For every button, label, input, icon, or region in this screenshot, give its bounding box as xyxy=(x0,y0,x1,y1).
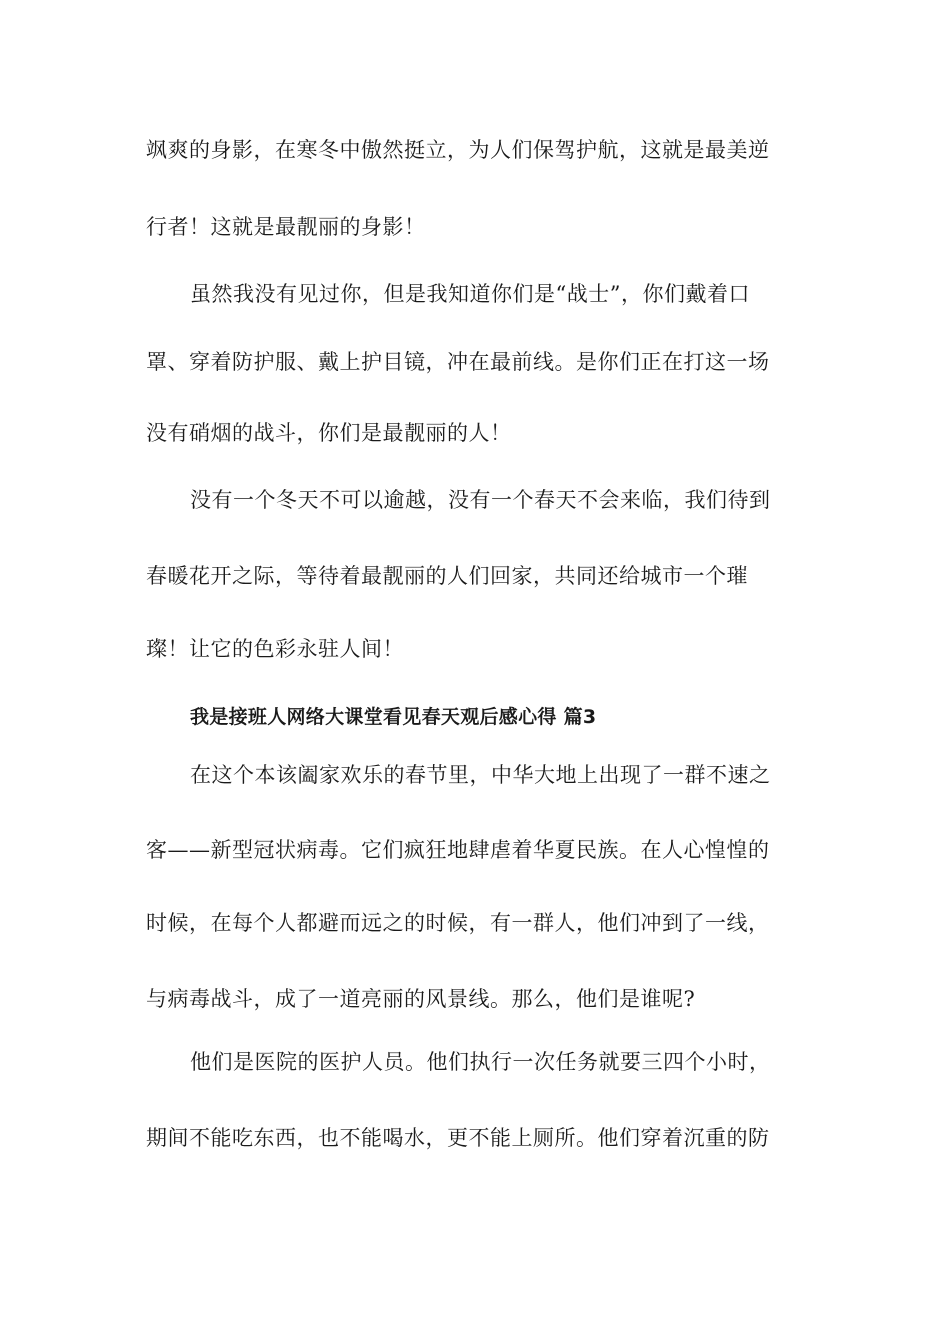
paragraph-3-line-1: 没有一个冬天不可以逾越，没有一个春天不会来临，我们待到 xyxy=(190,488,771,512)
section-heading: 我是接班人网络大课堂看见春天观后感心得 篇3 xyxy=(190,706,597,728)
section-paragraph-2-line-2: 期间不能吃东西，也不能喝水，更不能上厕所。他们穿着沉重的防 xyxy=(146,1126,770,1150)
section-paragraph-1-line-3: 时候，在每个人都避而远之的时候，有一群人，他们冲到了一线， xyxy=(146,911,770,935)
section-paragraph-1-line-4: 与病毒战斗，成了一道亮丽的风景线。那么，他们是谁呢? xyxy=(146,987,696,1011)
paragraph-3-line-3: 璨！让它的色彩永驻人间！ xyxy=(146,637,404,661)
paragraph-2-line-3: 没有硝烟的战斗，你们是最靓丽的人！ xyxy=(146,421,512,445)
section-paragraph-1-line-1: 在这个本该阖家欢乐的春节里，中华大地上出现了一群不速之 xyxy=(190,763,771,787)
paragraph-1-line-1: 飒爽的身影，在寒冬中傲然挺立，为人们保驾护航，这就是最美逆 xyxy=(146,138,770,162)
paragraph-2-line-1: 虽然我没有见过你，但是我知道你们是“战士”，你们戴着口 xyxy=(190,282,750,306)
paragraph-2-line-2: 罩、穿着防护服、戴上护目镜，冲在最前线。是你们正在打这一场 xyxy=(146,350,770,374)
paragraph-3-line-2: 春暖花开之际，等待着最靓丽的人们回家，共同还给城市一个璀 xyxy=(146,564,748,588)
section-paragraph-2-line-1: 他们是医院的医护人员。他们执行一次任务就要三四个小时， xyxy=(190,1050,771,1074)
paragraph-1-line-2: 行者！这就是最靓丽的身影！ xyxy=(146,215,426,239)
section-paragraph-1-line-2: 客——新型冠状病毒。它们疯狂地肆虐着华夏民族。在人心惶惶的 xyxy=(146,838,770,862)
